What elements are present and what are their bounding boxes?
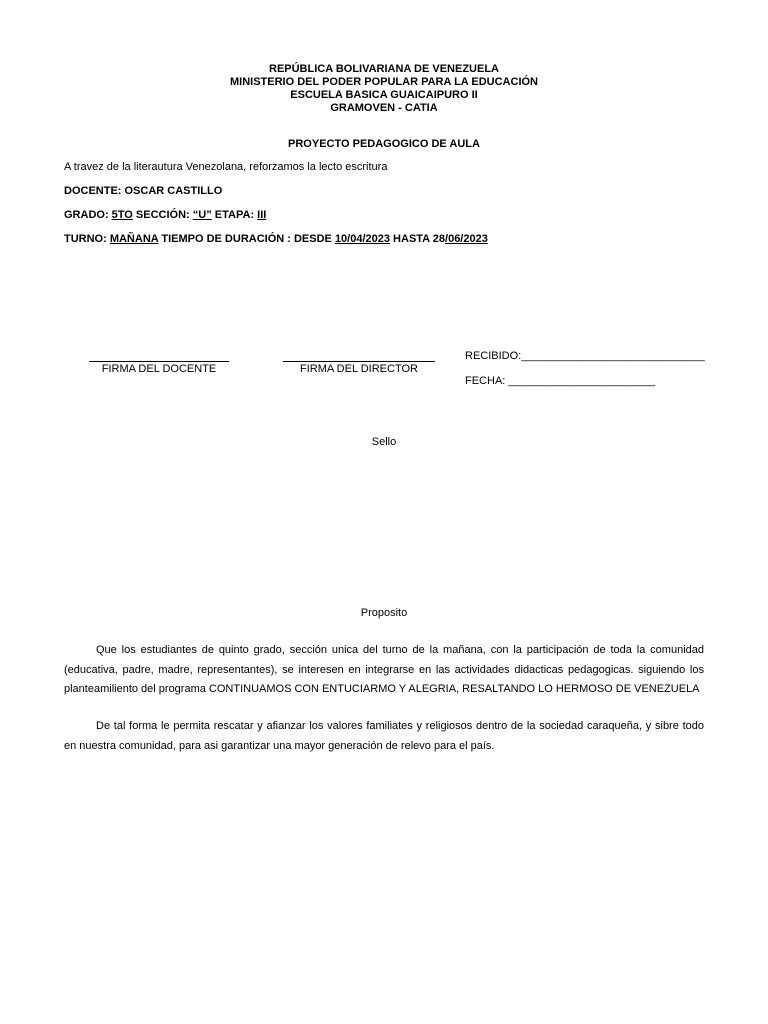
- end-date: /06/2023: [445, 233, 488, 245]
- stage-value: III: [257, 209, 267, 221]
- teacher-signature-label: FIRMA DEL DOCENTE: [101, 363, 217, 375]
- header-line-republic: REPÚBLICA BOLIVARIANA DE VENEZUELA: [269, 63, 499, 75]
- purpose-title: Proposito: [360, 607, 408, 619]
- shift-line: [64, 233, 488, 245]
- grade-line: [64, 209, 266, 221]
- section-label: SECCIÓN:: [132, 209, 193, 221]
- start-date: 10/04/2023: [334, 233, 390, 245]
- grade-value: 5TO: [111, 209, 133, 221]
- section-value: “U”: [192, 209, 212, 221]
- stage-label: ETAPA:: [211, 209, 258, 221]
- date-field: FECHA: ________________________: [465, 375, 656, 387]
- duration-label: TIEMPO DE DURACIÓN : DESDE: [158, 233, 335, 245]
- project-subtitle: A travez de la literautura Venezolana, reforzamos la lecto escritura: [64, 161, 388, 173]
- header-line-location: GRAMOVEN - CATIA: [330, 102, 438, 114]
- director-signature-line: [283, 361, 435, 362]
- teacher-line: DOCENTE: OSCAR CASTILLO: [64, 185, 223, 197]
- header-line-school: ESCUELA BASICA GUAICAIPURO II: [290, 89, 478, 101]
- letterhead: [0, 63, 768, 115]
- header-line-ministry: MINISTERIO DEL PODER POPULAR PARA LA EDUCACIÓN: [229, 76, 539, 88]
- director-signature-label: FIRMA DEL DIRECTOR: [300, 363, 418, 375]
- purpose-paragraph-2: De tal forma le permita rescatar y afianzar los valores familiates y religiosos dentro de la sociedad caraqueña, y sibre todo en nuestra comunidad, para asi garantizar una mayor generación de relevo para el país.: [64, 720, 704, 752]
- shift-value: MAÑANA: [109, 233, 159, 245]
- shift-label: TURNO:: [64, 233, 110, 245]
- purpose-paragraph-1: Que los estudiantes de quinto grado, sección unica del turno de la mañana, con la participación de toda la comunidad (educativa, padre, madre, representantes), se interesen en integrarse en las actividades didacticas pedagogicas. siguiendo los planteamiliento del programa CONTINUAMOS CON ENTUCIARMO Y ALEGRIA, RESALTANDO LO HERMOSO DE VENEZUELA: [64, 644, 704, 695]
- grade-label: GRADO:: [64, 209, 112, 221]
- document-title: PROYECTO PEDAGOGICO DE AULA: [288, 138, 480, 150]
- stamp-label: Sello: [371, 436, 397, 448]
- end-label: HASTA 28: [390, 233, 446, 245]
- teacher-signature-line: [89, 361, 229, 362]
- received-field: RECIBIDO:______________________________: [465, 350, 705, 362]
